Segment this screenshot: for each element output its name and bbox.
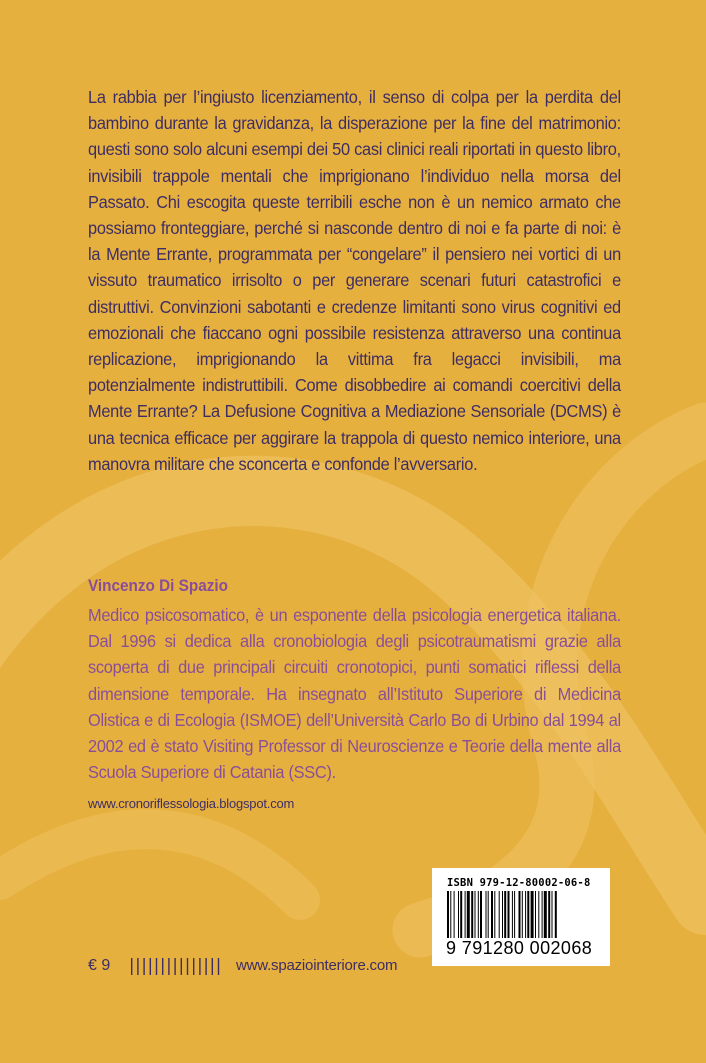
price-label: € 9 <box>88 957 111 974</box>
author-bio: Medico psicosomatico, è un esponente della psicologia energetica italiana. Dal 1996 si dedica alla cronobiologia degli psicotraumatismi grazie alla scoperta di due principali circuiti cronotopici, punti somatici riflessi della dimensione temporale. Ha insegnato all’Istituto Superiore di Medicina Olistica e di Ecologia (ISMOE) dell’Università Carlo Bo di Urbino dal 1994 al 2002 ed è stato Visiting Professor di Neuroscienze e Teorie della mente alla Scuola Superiore di Catania (SSC). <box>88 605 621 783</box>
author-name: Vincenzo Di Spazio <box>88 576 229 595</box>
publisher-website: www.spaziointeriore.com <box>236 957 398 974</box>
isbn-label: ISBN 979-12-80002-06-8 <box>447 877 591 889</box>
back-cover-blurb: La rabbia per l’ingiusto licenziamento, il senso di colpa per la perdita del bambino durante la gravidanza, la disperazione per la fine del matrimonio: questi sono solo alcuni esempi dei 50 casi clinici reali riportati in questo libro, invisibili trappole mentali che imprigionano l’individuo nella morsa del Passato. Chi escogita queste terribili esche non è un nemico armato che possiamo fronteggiare, perché si nasconde dentro di noi e fa parte di noi: è la Mente Errante, programmata per “congelare” il pensiero nei vortici di un vissuto traumatico irrisolto o per generare scenari futuri catastrofici e distruttivi. Convinzioni sabotanti e credenze limitanti sono virus cognitivi ed emozionali che fiaccano ogni possibile resistenza attraverso una continua replicazione, imprigionando la vittima fra legacci invisibili, ma potenzialmente indistruttibili. Come disobbedire ai comandi coercitivi della Mente Errante? La Defusione Cognitiva a Mediazione Sensoriale (DCMS) è una tecnica efficace per aggirare la trappola di questo nemico interiore, una manovra militare che sconcerta e confonde l’avversario. <box>88 87 621 474</box>
author-website: www.cronoriflessologia.blogspot.com <box>88 796 295 811</box>
barcode-digits: 9 791280 002068 <box>446 938 593 958</box>
barcode-bars <box>447 891 597 939</box>
decorative-bars <box>131 958 226 976</box>
